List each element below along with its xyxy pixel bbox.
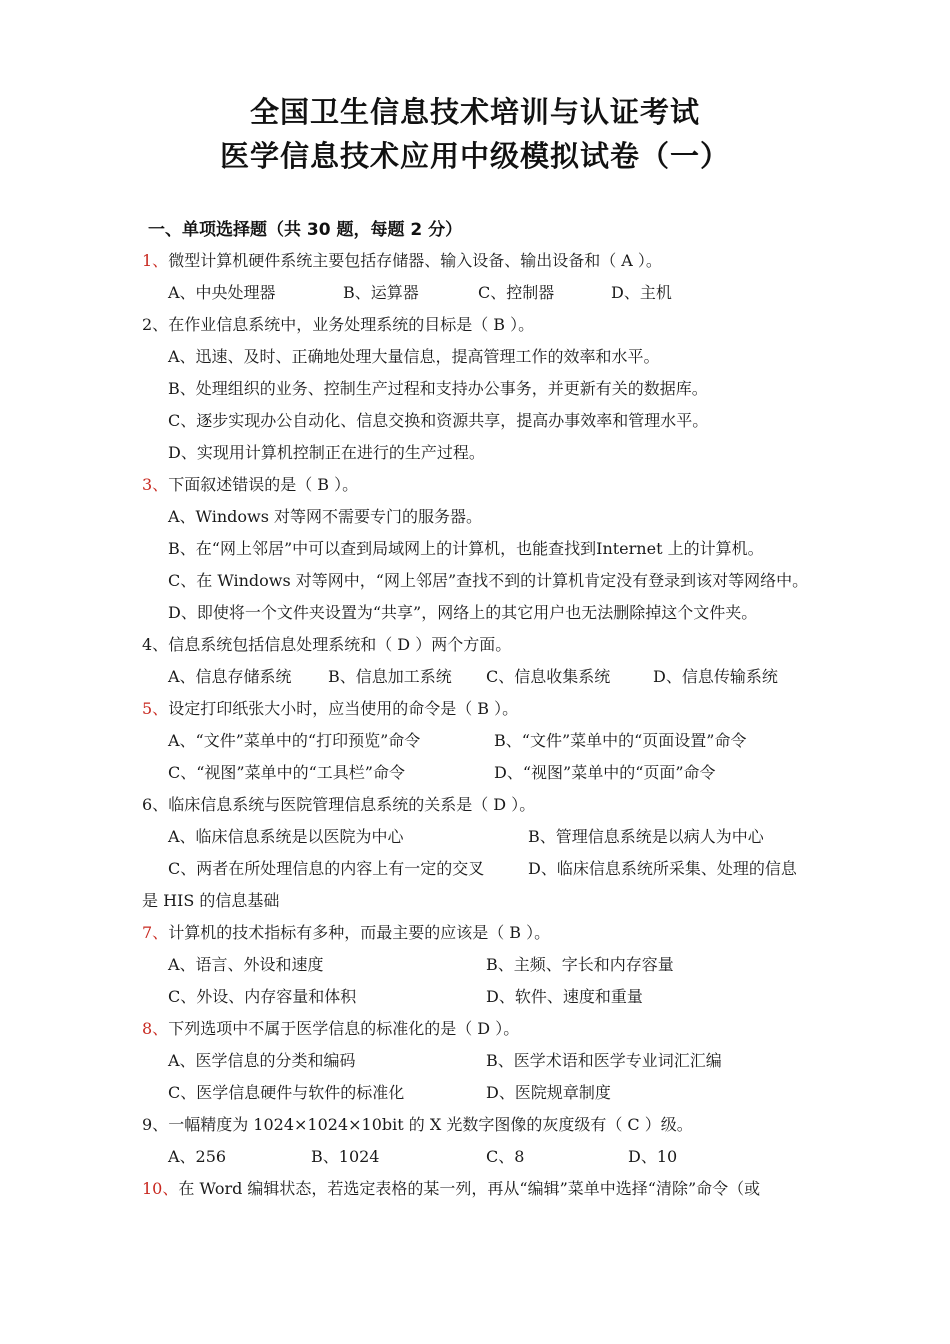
question-number: 4、 (142, 635, 169, 654)
option-a: A、语言、外设和速度 (168, 955, 324, 974)
question-number: 2、 (142, 315, 169, 334)
question-9 (142, 1115, 693, 1135)
option-d: D、即使将一个文件夹设置为“共享”，网络上的其它用户也无法删除掉这个文件夹。 (168, 603, 758, 622)
option-a: A、中央处理器 (168, 283, 276, 302)
option-c: C、医学信息硬件与软件的标准化 (168, 1083, 405, 1102)
option-a: A、Windows 对等网不需要专门的服务器。 (168, 507, 483, 526)
question-10 (142, 1179, 760, 1199)
option-b: B、处理组织的业务、控制生产过程和支持办公事务，并更新有关的数据库。 (168, 379, 708, 398)
option-c: C、控制器 (478, 283, 555, 302)
option-a: A、256 (168, 1147, 227, 1166)
question-5 (142, 699, 518, 719)
question-1 (142, 251, 662, 271)
option-b: B、主频、字长和内存容量 (486, 955, 674, 974)
option-c: C、两者在所处理信息的内容上有一定的交叉 (168, 859, 485, 878)
question-number: 5、 (142, 699, 169, 718)
option-b: B、运算器 (343, 283, 419, 302)
question-text: 下列选项中不属于医学信息的标准化的是（ D ）。 (168, 1019, 520, 1038)
option-b: B、在“网上邻居”中可以查到局域网上的计算机，也能查找到Internet 上的计算机。 (168, 539, 764, 558)
question-number: 6、 (142, 795, 169, 814)
question-text: 下面叙述错误的是（ B ）。 (168, 475, 359, 494)
exam-title-line1: 全国卫生信息技术培训与认证考试 (249, 95, 700, 129)
question-number: 10、 (142, 1179, 179, 1198)
question-text: 在 Word 编辑状态，若选定表格的某一列，再从“编辑”菜单中选择“清除”命令（或 (178, 1179, 761, 1198)
option-a: A、迅速、及时、正确地处理大量信息，提高管理工作的效率和水平。 (168, 347, 660, 366)
question-number: 1、 (142, 251, 169, 270)
question-6 (142, 795, 535, 815)
option-c: C、“视图”菜单中的“工具栏”命令 (168, 763, 405, 782)
option-d: D、实现用计算机控制正在进行的生产过程。 (168, 443, 485, 462)
option-d: D、“视图”菜单中的“页面”命令 (494, 763, 716, 782)
option-b: B、1024 (311, 1147, 380, 1166)
option-c: C、8 (486, 1147, 525, 1166)
question-text: 计算机的技术指标有多种，而最主要的应该是（ B ）。 (168, 923, 551, 942)
option-d-continuation: 是 HIS 的信息基础 (142, 891, 280, 910)
question-text: 微型计算机硬件系统主要包括存储器、输入设备、输出设备和（ A ）。 (168, 251, 662, 270)
option-c: C、逐步实现办公自动化、信息交换和资源共享，提高办事效率和管理水平。 (168, 411, 709, 430)
option-d: D、临床信息系统所采集、处理的信息 (528, 859, 797, 878)
option-d: D、软件、速度和重量 (486, 987, 643, 1006)
option-a: A、信息存储系统 (168, 667, 292, 686)
option-c: C、信息收集系统 (486, 667, 611, 686)
option-b: B、管理信息系统是以病人为中心 (528, 827, 764, 846)
option-b: B、信息加工系统 (328, 667, 452, 686)
question-number: 7、 (142, 923, 169, 942)
option-a: A、“文件”菜单中的“打印预览”命令 (168, 731, 421, 750)
question-number: 8、 (142, 1019, 169, 1038)
option-c: C、外设、内存容量和体积 (168, 987, 357, 1006)
option-a: A、医学信息的分类和编码 (168, 1051, 356, 1070)
question-4 (142, 635, 511, 655)
option-d: D、10 (628, 1147, 678, 1166)
option-b: B、医学术语和医学专业词汇汇编 (486, 1051, 722, 1070)
question-text: 在作业信息系统中，业务处理系统的目标是（ B ）。 (168, 315, 535, 334)
option-a: A、临床信息系统是以医院为中心 (168, 827, 404, 846)
question-7 (142, 923, 550, 943)
section-heading: 一、单项选择题（共 30 题，每题 2 分） (148, 220, 463, 240)
question-text: 一幅精度为 1024×1024×10bit 的 X 光数字图像的灰度级有（ C ）级。 (168, 1115, 693, 1134)
question-number: 3、 (142, 475, 169, 494)
option-d: D、主机 (611, 283, 672, 302)
question-2 (142, 315, 534, 335)
question-text: 临床信息系统与医院管理信息系统的关系是（ D ）。 (168, 795, 536, 814)
question-3 (142, 475, 358, 495)
option-b: B、“文件”菜单中的“页面设置”命令 (494, 731, 747, 750)
exam-title-line2: 医学信息技术应用中级模拟试卷（一） (219, 139, 730, 173)
option-d: D、医院规章制度 (486, 1083, 611, 1102)
question-text: 设定打印纸张大小时，应当使用的命令是（ B ）。 (168, 699, 519, 718)
option-d: D、信息传输系统 (653, 667, 778, 686)
question-number: 9、 (142, 1115, 169, 1134)
question-8 (142, 1019, 519, 1039)
option-c: C、在 Windows 对等网中，“网上邻居”查找不到的计算机肯定没有登录到该对等网络中。 (168, 571, 809, 590)
question-text: 信息系统包括信息处理系统和（ D ）两个方面。 (168, 635, 512, 654)
